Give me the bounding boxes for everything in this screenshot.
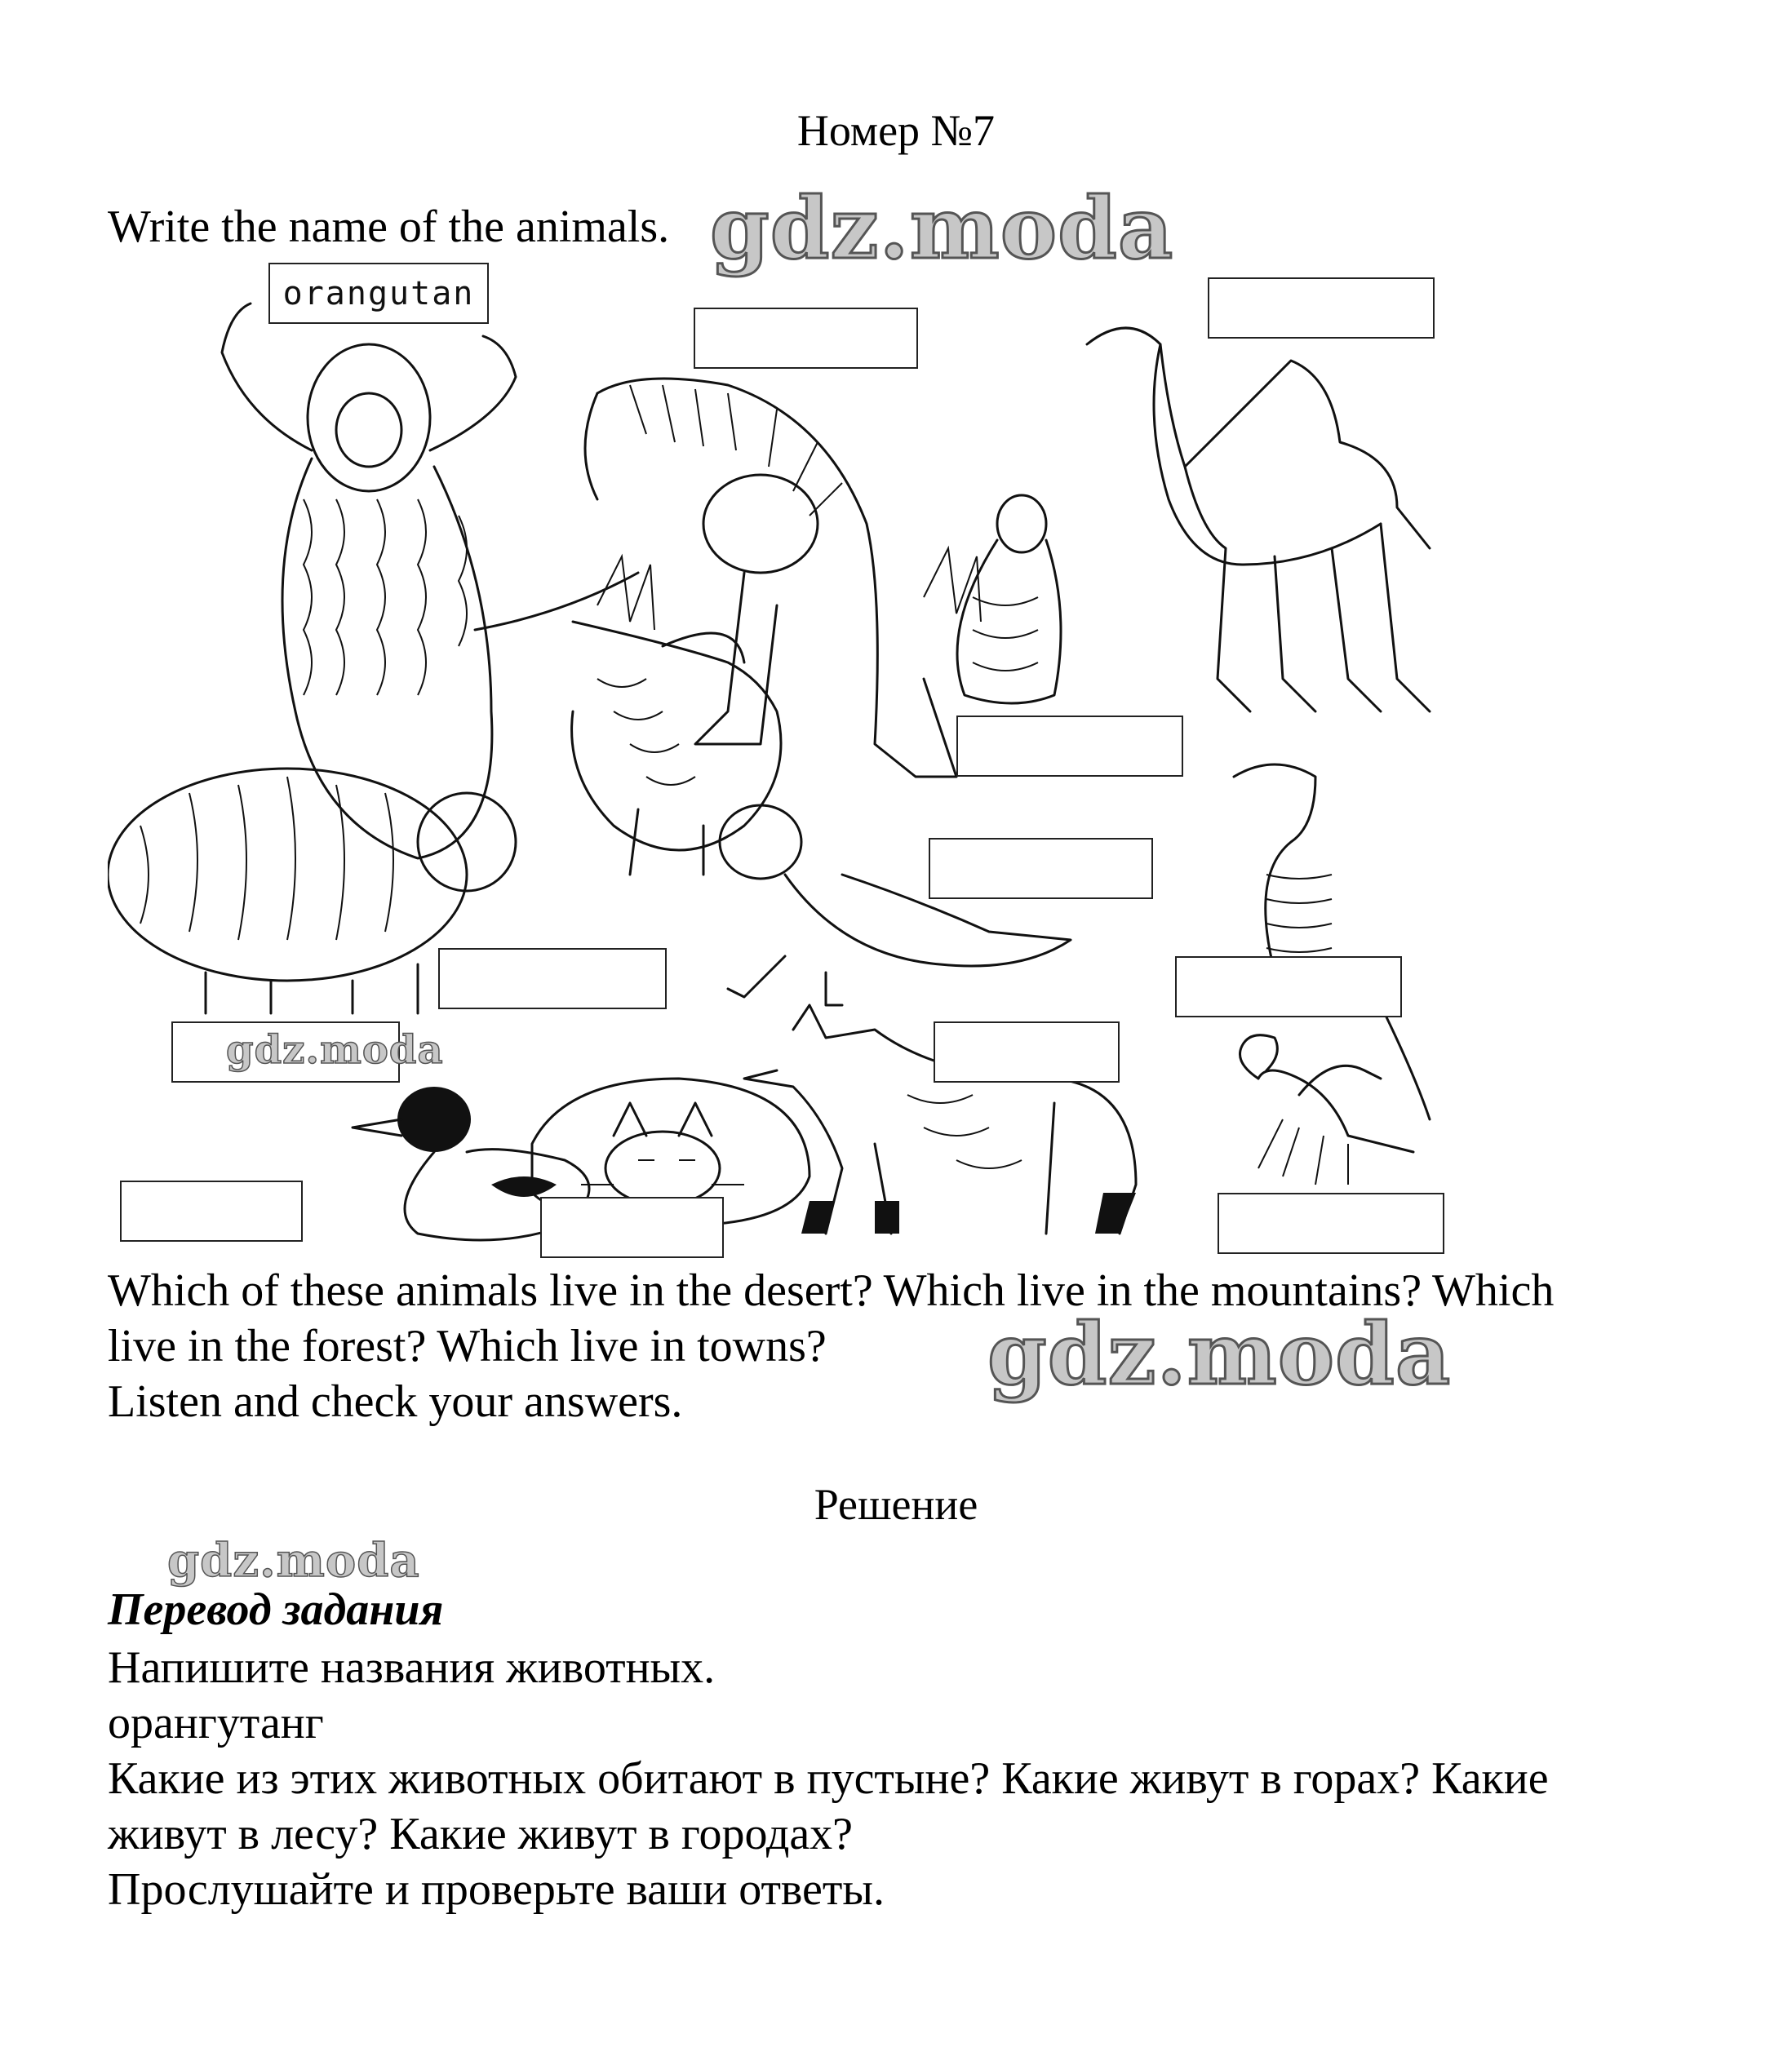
translation-line-3: Какие из этих животных обитают в пустыне? Какие живут в горах? Какие [108,1753,1549,1804]
label-box-parrot[interactable] [929,838,1153,899]
question-line-1: Which of these animals live in the desert? Which live in the mountains? Which [108,1265,1555,1316]
translation-line-5: Прослушайте и проверьте ваши ответы. [108,1864,885,1915]
label-box-fox[interactable] [934,1021,1120,1083]
animal-drawings [108,255,1454,1258]
watermark-bottom: gdz.moda [167,1534,420,1588]
tiger-drawing [585,379,981,777]
label-box-camel[interactable] [1208,277,1435,339]
label-box-scorpion[interactable] [1218,1193,1444,1254]
watermark-worksheet: gdz.moda [226,1027,444,1073]
label-box-eagle[interactable] [956,716,1183,777]
label-box-condor[interactable] [1175,956,1402,1017]
label-box-tiger[interactable] [694,308,918,369]
translation-heading: Перевод задания [108,1584,444,1635]
label-box-orangutan: orangutan [268,263,489,324]
label-box-duck[interactable] [120,1181,303,1242]
task-instruction: Write the name of the animals. [108,202,670,252]
translation-line-2: орангутанг [108,1698,324,1748]
watermark-top: gdz.moda [710,178,1174,278]
label-box-cat[interactable] [540,1197,724,1258]
camel-drawing [1087,328,1430,711]
vulture-drawing [572,622,781,875]
translation-line-4: живут в лесу? Какие живут в городах? [108,1809,854,1859]
parrot-drawing [720,805,1071,1005]
translation-line-1: Напишите названия животных. [108,1642,716,1693]
solution-heading: Решение [814,1480,978,1529]
condor-drawing [1234,764,1430,1119]
scorpion-drawing [1240,1035,1414,1185]
orangutan-drawing [222,304,638,858]
question-line-2: live in the forest? Which live in towns? [108,1321,827,1371]
page-title: Номер №7 [796,106,996,155]
question-line-3: Listen and check your answers. [108,1376,683,1427]
eagle-drawing [957,495,1061,703]
worksheet-illustration [108,255,1454,1258]
watermark-middle: gdz.moda [987,1304,1452,1404]
label-box-vulture[interactable] [438,948,667,1009]
